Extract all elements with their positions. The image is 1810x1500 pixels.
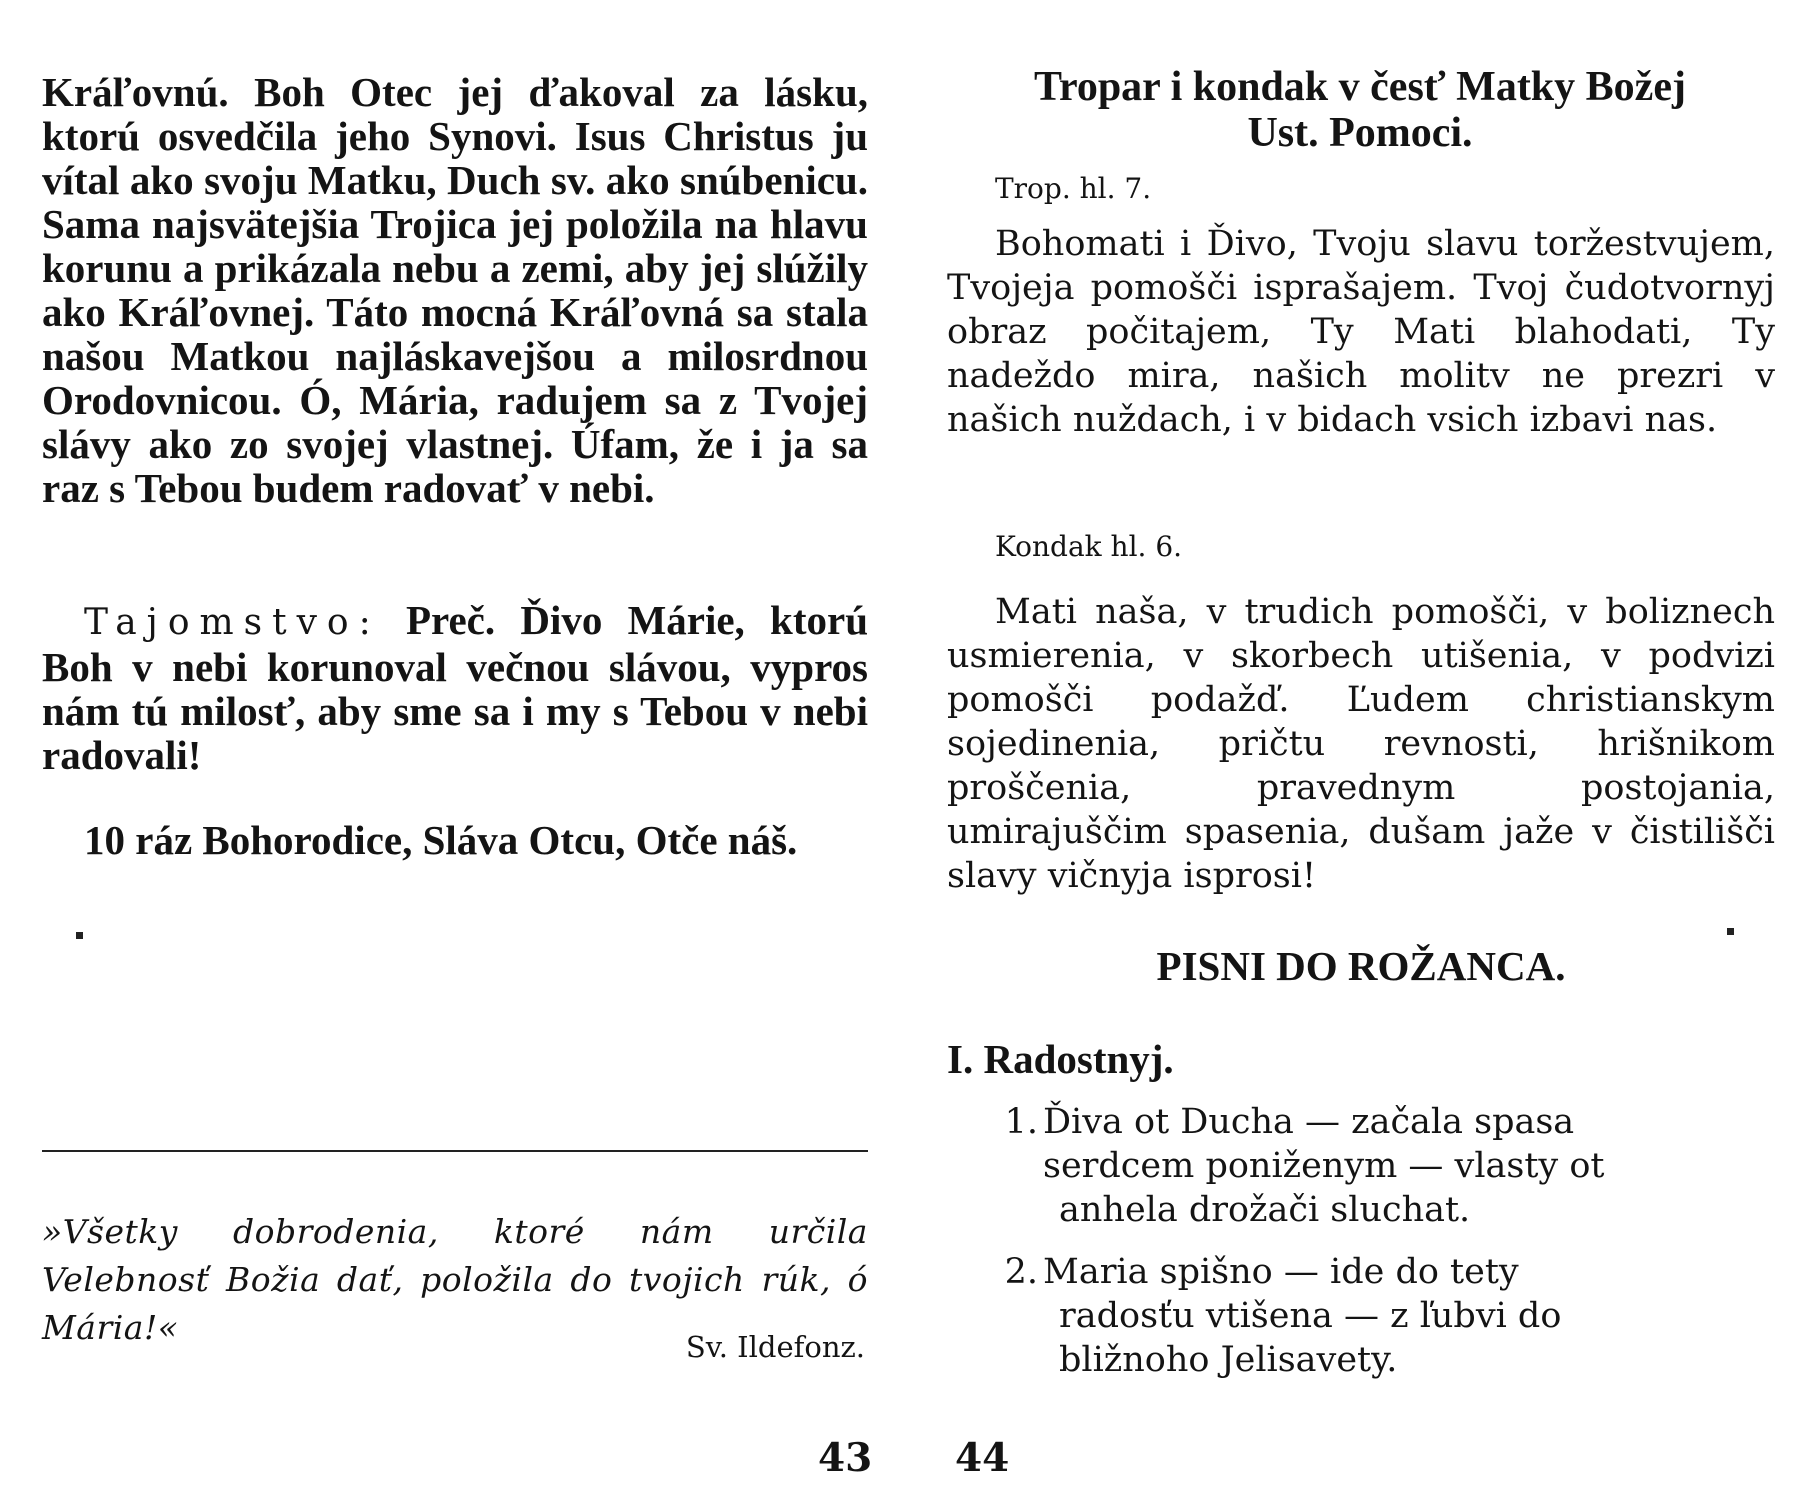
page-number-right: 44 [955, 1435, 1010, 1481]
mystery-label: Tajomstvo: [84, 602, 381, 643]
kondak-text: Mati naša, v trudich pomošči, v boliznech usmierenia, v skorbech utišenia, v podvizi pomošči podažď. Ľudem christianskym sojedinenia, prіčtu revnosti, hrišnikom proščenia, pravednym postojania, umirajuščim spasenia, dušam jaže v čistilišči slavy vičnyja isprosi! [947, 592, 1775, 896]
mystery-text: Preč. Ďivo Márie, ktorú Boh v nebi korunoval večnou slávou, vypros nám tú milosť, aby sme sa i my s Tebou v nebi radovali! [42, 597, 868, 778]
verse-item [1004, 1100, 1605, 1232]
quote-text: »Všetky dobrodenia, ktoré nám určila Velebnosť Božia dať, položila do tvojich rúk, ó Mária!« [42, 1212, 868, 1347]
kondak-label: Kondak hl. 6. [995, 530, 1183, 563]
title-line-1: Tropar i kondak v česť Matky Božej [1034, 64, 1686, 110]
subheading: I. Radostnyj. [947, 1036, 1174, 1082]
verse-number: 1. [1004, 1102, 1038, 1142]
quote-author: Sv. Ildefonz. [685, 1330, 865, 1364]
prayer-instruction: 10 ráz Bohorodice, Sláva Otcu, Otče náš. [84, 817, 798, 863]
page-title [945, 64, 1775, 156]
section-heading: PISNI DO ROŽANCA. [1156, 943, 1566, 989]
verse-line: Ďiva ot Ducha — začala spasa [1043, 1102, 1575, 1142]
page-number-left: 43 [818, 1435, 873, 1481]
mystery-paragraph [42, 598, 868, 777]
troparion-text: Bohomati i Ďivo, Tvoju slavu toržestvujem, Tvojeja pomošči isprašajem. Tvoj čudotvornyj obraz počitajem, Ty Mati blahodati, Ty nadeždo mira, našich molitv ne prezri v našich nuždach, i v bidach vsich izbavi nas. [947, 224, 1775, 440]
verse-line: radosťu vtišena — z ľubvi do [1059, 1296, 1562, 1336]
verse-item [1004, 1250, 1603, 1382]
speck-mark [76, 932, 83, 939]
troparion-label: Trop. hl. 7. [995, 172, 1152, 205]
footnote-rule [42, 1150, 868, 1152]
verse-line: bližnoho Jelisavety. [1059, 1340, 1398, 1380]
left-main-paragraph: Kráľovnú. Boh Otec jej ďakoval za lásku, ktorú osvedčila jeho Synovi. Isus Christus ju vítal ako svoju Matku, Duch sv. ako snúbenicu. Sama najsvätejšia Trojica jej položila na hlavu korunu a prikázala nebu a zemi, aby jej slúžily ako Kráľovnej. Táto mocná Kráľovná sa stala našou Matkou najláskavejšou a milosrdnou Orodovnicou. Ó, Mária, radujem sa z Tvojej slávy ako zo svojej vlastnej. Úfam, že i ja sa raz s Tebou budem radovať v nebi. [42, 69, 868, 511]
verse-line: Maria spišno — ide do tety [1043, 1252, 1519, 1292]
verse-number: 2. [1004, 1252, 1038, 1292]
verse-line: anhela drožači sluchat. [1059, 1190, 1471, 1230]
speck-mark [1727, 928, 1734, 935]
verse-line: serdcem poniženym — vlasty ot [1043, 1146, 1605, 1186]
right-page [905, 0, 1810, 1500]
title-line-2: Ust. Pomoci. [1247, 110, 1473, 156]
